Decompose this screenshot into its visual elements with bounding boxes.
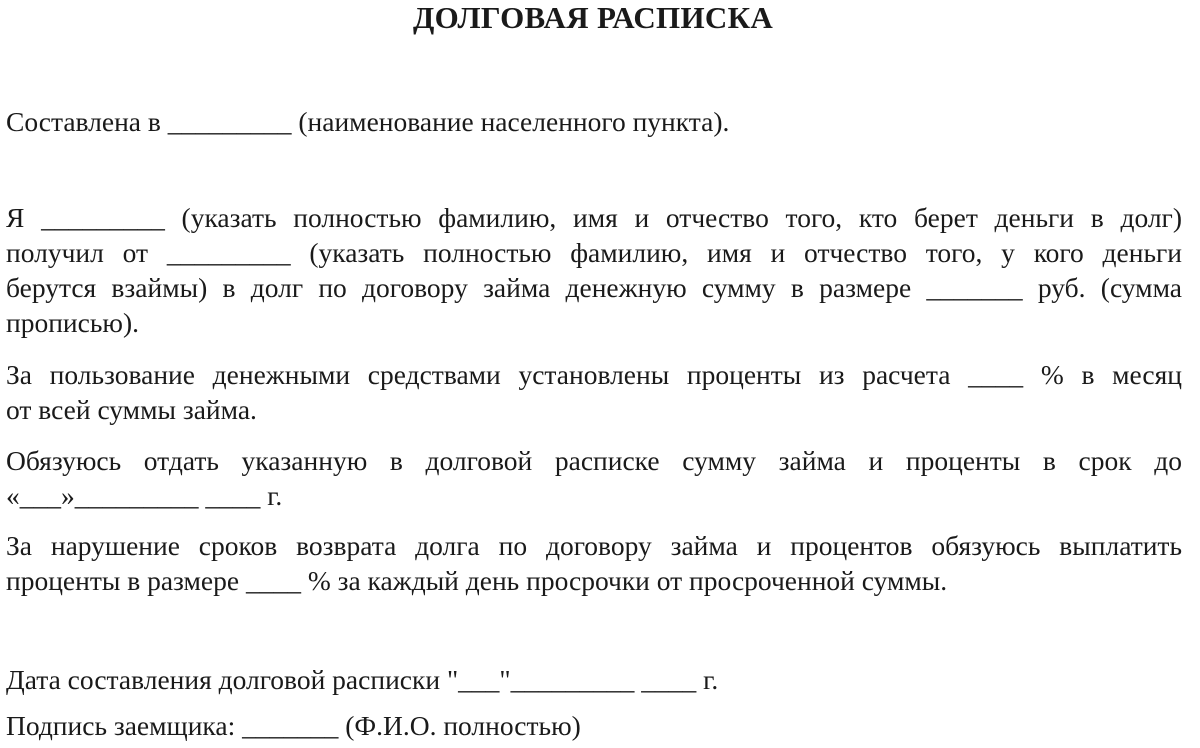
paragraph-1-line-2: получил от _________ (указать полностью фамилию, имя и отчество того, у кого деньги [6,237,1182,268]
paragraph-penalty [6,528,1182,598]
paragraph-repayment [6,443,1182,513]
paragraph-1-line-4: прописью). [6,307,139,338]
paragraph-1-line-3: берутся взаймы) в долг по договору займа денежную сумму в размере _______ руб. (сумма [6,272,1182,303]
date-line [6,662,1182,697]
place-line [6,104,1182,139]
paragraph-2-line-2: от всей суммы займа. [6,394,257,425]
paragraph-3-line-2: «___»_________ ____ г. [6,480,283,511]
paragraph-3-line-1: Обязуюсь отдать указанную в долговой расписке сумму займа и проценты в срок до [6,445,1182,476]
paragraph-borrower-lender [6,200,1182,340]
place-line-text: Составлена в _________ (наименование населенного пункта). [6,106,730,137]
paragraph-4-line-1: За нарушение сроков возврата долга по договору займа и процентов обязуюсь выплатить [6,530,1182,561]
signature-line [6,708,1182,743]
paragraph-2-line-1: За пользование денежными средствами установлены проценты из расчета ____ % в месяц [6,359,1182,390]
paragraph-1-line-1: Я _________ (указать полностью фамилию, имя и отчество того, кто берет деньги в долг) [6,202,1182,233]
date-line-text: Дата составления долговой расписки "___"_________ ____ г. [6,664,719,695]
document-title: ДОЛГОВАЯ РАСПИСКА [412,0,774,35]
signature-line-text: Подпись заемщика: _______ (Ф.И.О. полностью) [6,710,581,741]
paragraph-interest [6,357,1182,427]
paragraph-4-line-2: проценты в размере ____ % за каждый день просрочки от просроченной суммы. [6,565,948,596]
